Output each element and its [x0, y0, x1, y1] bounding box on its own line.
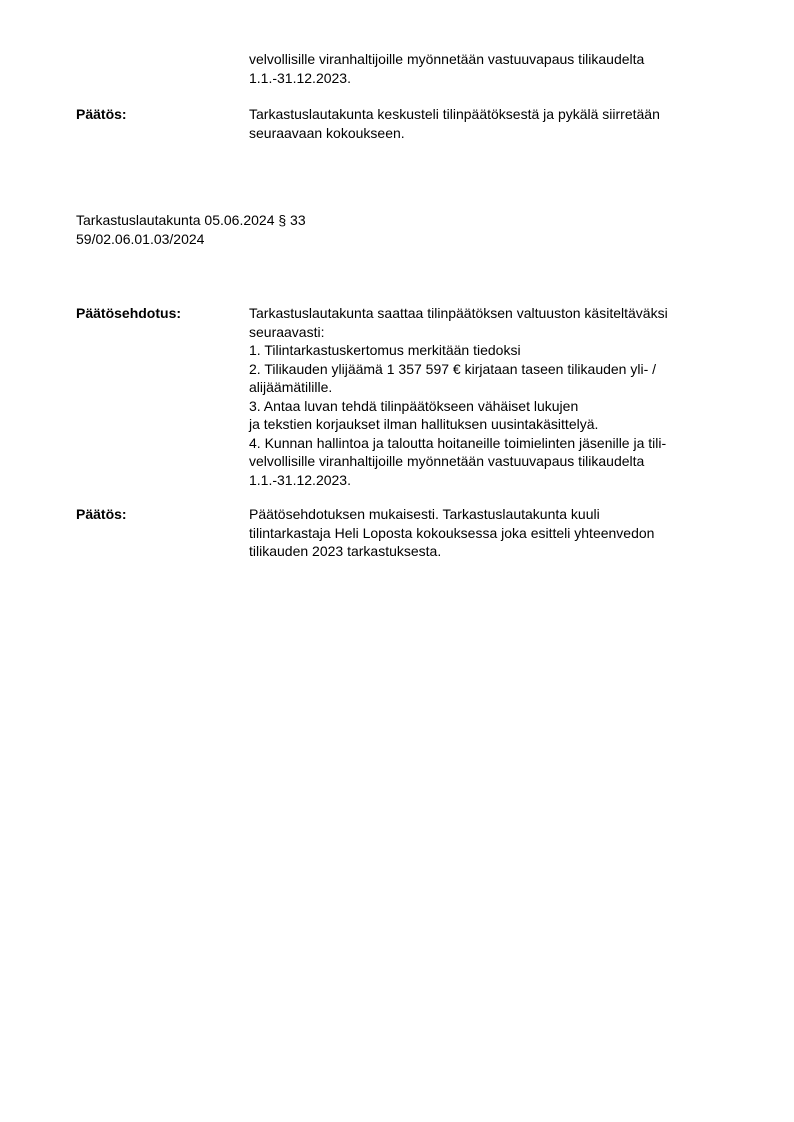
- meeting-title: Tarkastuslautakunta 05.06.2024 § 33: [76, 212, 306, 228]
- decision-label: Päätös:: [76, 506, 127, 522]
- decision-text: [249, 105, 739, 142]
- text-line: 2. Tilikauden ylijäämä 1 357 597 € kirjataan taseen tilikauden yli- /: [249, 360, 657, 377]
- proposal-label: Päätösehdotus:: [76, 305, 182, 321]
- text-line: seuraavaan kokoukseen.: [249, 124, 405, 141]
- text-line: 1.1.-31.12.2023.: [249, 471, 351, 488]
- text-line: velvollisille viranhaltijoille myönnetään vastuuvapaus tilikaudelta: [249, 51, 645, 67]
- text-line: 3. Antaa luvan tehdä tilinpäätökseen vähäiset lukujen: [249, 397, 579, 414]
- decision-label: Päätös:: [76, 106, 127, 122]
- text-line: velvollisille viranhaltijoille myönnetään vastuuvapaus tilikaudelta: [249, 453, 645, 469]
- text-line: 4. Kunnan hallintoa ja taloutta hoitaneille toimielinten jäsenille ja tili-: [249, 434, 667, 451]
- text-line: Päätösehdotuksen mukaisesti. Tarkastuslautakunta kuuli: [249, 506, 600, 522]
- continuation-text: [249, 50, 739, 87]
- case-number: 59/02.06.01.03/2024: [76, 230, 205, 247]
- text-line: seuraavasti:: [249, 323, 325, 340]
- text-line: Tarkastuslautakunta saattaa tilinpäätöksen valtuuston käsiteltäväksi: [249, 305, 668, 321]
- meeting-reference: [76, 211, 306, 248]
- text-line: tilikauden 2023 tarkastuksesta.: [249, 543, 442, 559]
- decision-text: [249, 505, 739, 561]
- text-line: alijäämätilille.: [249, 379, 333, 395]
- text-line: Tarkastuslautakunta keskusteli tilinpäätöksestä ja pykälä siirretään: [249, 106, 660, 122]
- text-line: 1. Tilintarkastuskertomus merkitään tiedoksi: [249, 342, 521, 358]
- text-line: tilintarkastaja Heli Loposta kokouksessa joka esitteli yhteenvedon: [249, 524, 655, 541]
- text-line: 1.1.-31.12.2023.: [249, 69, 351, 86]
- text-line: ja tekstien korjaukset ilman hallituksen uusintakäsittelyä.: [249, 416, 599, 432]
- proposal-text: [249, 304, 739, 489]
